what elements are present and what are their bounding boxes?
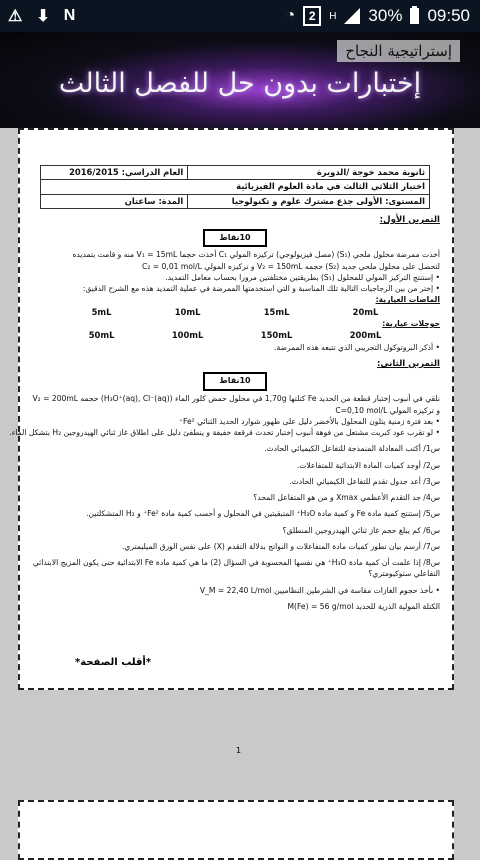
duration-cell: المدة: ساعتان bbox=[41, 194, 188, 208]
question-4: س4/ جد التقدم الأعظمي Xmax و من هو المتفاعل المحد؟ bbox=[253, 493, 440, 502]
ex1-protocol: • أذكر البروتوكول التجريبي الذي تتبعه هذه الممرضة. bbox=[274, 342, 440, 352]
exam-cell: اختبار الثلاثي الثالث في مادة العلوم الفيزيائية bbox=[41, 180, 430, 194]
question-5: س5/ إستنتج كمية مادة Fe و كمية مادة H₃O⁺ المتبقيتين في المحلول و أحسب كمية مادة Fe²⁺ و H₂ المتشكلتين. bbox=[86, 509, 440, 519]
clock: 09:50 bbox=[427, 6, 470, 25]
notification-icons bbox=[0, 6, 75, 26]
ex1-line-1: أخذت ممرضة محلول ملحي (S₁) (مصل فيزيولوجي) تركيزه المولي C₁ أخذت حجما V₁ = 15mL منه و قامت بتمديده bbox=[72, 250, 440, 260]
given-2: الكتلة المولية الذرية للحديد M(Fe) = 56 g/mol bbox=[287, 601, 440, 611]
flasks-label: حوجلات عيارية: bbox=[382, 319, 440, 329]
flask-value: 100mL bbox=[171, 330, 204, 341]
next-page bbox=[18, 800, 454, 860]
exercise-1-title: التمرين الأول: bbox=[379, 215, 440, 226]
sim-badge: 2 bbox=[303, 6, 321, 26]
exercise-2-title: التمرين الثاني: bbox=[376, 358, 440, 369]
flasks-list bbox=[60, 330, 410, 341]
exam-content bbox=[9, 165, 440, 618]
year-cell: العام الدراسي: 2016/2015 bbox=[41, 166, 188, 180]
banner-title: إختبارات بدون حل للفصل الثالث bbox=[58, 68, 422, 99]
pipette-value: 10mL bbox=[174, 306, 201, 317]
ex2-intro-3: • بعد فترة زمنية يتلون المحلول بالأخضر دليل على ظهور شوارد الحديد الثنائي Fe²⁺ bbox=[179, 416, 440, 426]
pipettes-list bbox=[60, 307, 410, 318]
pipettes-label: الماصات العيارية: bbox=[375, 295, 440, 305]
signal-icon bbox=[344, 8, 360, 24]
question-2: س2/ أوجد كميات المادة الابتدائية للمتفاعلات. bbox=[296, 460, 440, 470]
ex1-line-4: • إختر من بين الزجاجيات التالية تلك المناسبة و التي استخدمتها الممرضة في عملية التمديد هذه مع الشرح الدقيق: bbox=[82, 284, 440, 294]
pipette-value: 20mL bbox=[352, 306, 379, 317]
ex2-intro-1: نلقي في أنبوب إختبار قطعة من الحديد Fe كتلتها 1,70g في محلول حمض كلور الماء (H₃O⁺(aq), Cl⁻(aq)) حجمه V₂ = 200mL bbox=[32, 394, 440, 404]
pipette-value: 5mL bbox=[91, 306, 112, 317]
school-cell: ثانوية محمد خوجة /الدويرة bbox=[188, 166, 430, 180]
ex2-intro-4: • لو تقرب عود كبريت مشتعل من فوهة أنبوب إختبار تحدث فرقعة خفيفة و ينطفئ دليل على اطلاق غاز ثنائي الهيدروجين H₂ بتشكل الماء. bbox=[9, 428, 440, 437]
header-table bbox=[40, 165, 430, 209]
banner-subtitle: إستراتيجية النجاح bbox=[337, 40, 460, 62]
download-icon: ⬇ bbox=[36, 8, 50, 25]
level-cell: المستوى: الأولى جذع مشترك علوم و تكنولوجيا bbox=[188, 194, 430, 208]
system-icons bbox=[286, 6, 480, 26]
battery-percent: 30% bbox=[368, 6, 403, 25]
flask-value: 200mL bbox=[349, 330, 382, 341]
exercise-1-grade: 10نقاط bbox=[203, 229, 266, 248]
turn-page-note: *أقلب الصفحة* bbox=[75, 657, 152, 668]
question-8-cont: التفاعلي ستوكيومتري؟ bbox=[368, 569, 440, 579]
wifi-icon: ◔ bbox=[285, 7, 296, 24]
ex2-intro-2: و تركيزه المولي C=0,10 mol/L bbox=[335, 405, 440, 415]
question-1: س1/ أكتب المعادلة المنمذجة للتفاعل الكيميائي الحادث. bbox=[264, 444, 440, 454]
question-7: س7/ أرسم بيان تطور كميات مادة المتفاعلات و النواتج بدلالة التقدم (X) على نفس الورق الميليمتري. bbox=[122, 541, 440, 551]
warning-icon: ⚠ bbox=[8, 8, 23, 25]
question-6: س6/ كم يبلغ حجم غاز ثنائي الهيدروجين المنطلق؟ bbox=[282, 525, 440, 535]
n-app-icon: N bbox=[63, 7, 76, 24]
ex1-line-2: لتحصل على محلول ملحي جديد (S₂) حجمه V₂ = 150mL و تركيزه المولي C₂ = 0,01 mol/L bbox=[142, 261, 440, 271]
header-banner bbox=[0, 32, 480, 128]
status-bar bbox=[0, 0, 480, 32]
battery-icon bbox=[410, 8, 419, 24]
network-type: H bbox=[329, 10, 337, 22]
given-1: • نأخذ حجوم الغازات مقاسة في الشرطين النظاميين V_M = 22,40 L/mol bbox=[199, 585, 440, 595]
flask-value: 50mL bbox=[88, 330, 115, 341]
flask-value: 150mL bbox=[260, 330, 293, 341]
pipette-value: 15mL bbox=[263, 306, 290, 317]
question-3: س3/ أعد جدول تقدم للتفاعل الكيميائي الحادث. bbox=[289, 476, 440, 486]
page-number: 1 bbox=[236, 746, 242, 755]
ex1-line-3: • إستنتج التركيز المولي للمحلول (S₁) بطريقتين مختلفتين مرورا بحساب معامل التمديد. bbox=[165, 272, 440, 282]
question-8: س8/ إذا علمت أن كمية مادة H₃O⁺ هي نفسها المحسوبة في السؤال (2) ما هي كمية مادة Fe الابتدائية حتى يكون المزيج الابتدائي bbox=[32, 558, 440, 567]
exercise-2-grade: 10نقاط bbox=[203, 372, 266, 391]
